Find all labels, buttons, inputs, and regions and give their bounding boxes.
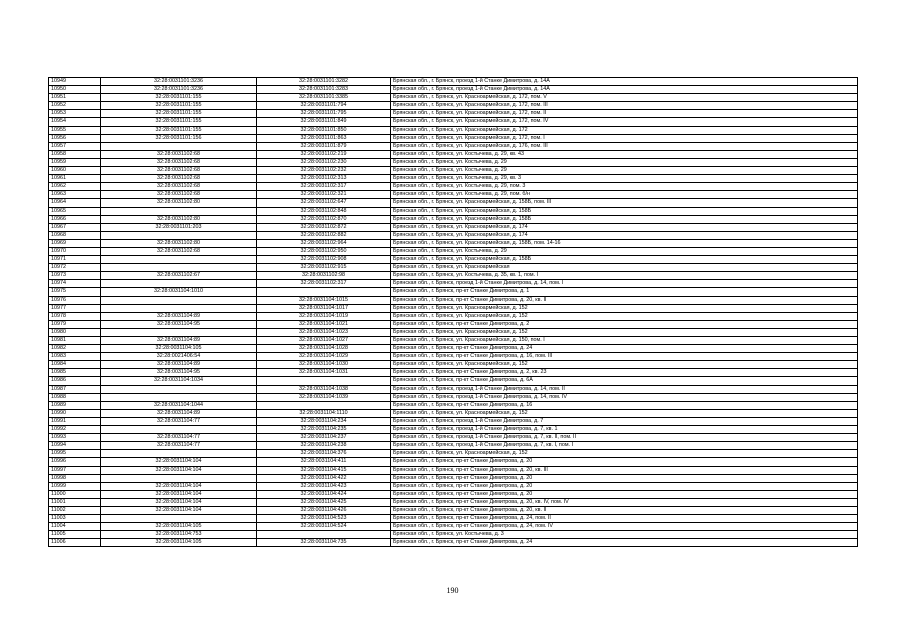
row-number-cell: 10968 — [49, 231, 101, 239]
land-plot-cadastral-cell: 32:28:0031104:77 — [101, 442, 257, 450]
table-row — [49, 353, 858, 361]
row-number-cell: 10997 — [49, 466, 101, 474]
table-row — [49, 280, 858, 288]
object-cadastral-cell: 32:28:0031104:1110 — [257, 409, 391, 417]
row-number-cell: 10982 — [49, 345, 101, 353]
object-cadastral-cell: 32:28:0031104:1021 — [257, 320, 391, 328]
row-number-cell: 10964 — [49, 199, 101, 207]
address-cell: Брянская обл., г. Брянск, пр-кт Станке Димитрова, д. 20, кв. III — [391, 466, 858, 474]
table-row — [49, 320, 858, 328]
land-plot-cadastral-cell — [101, 450, 257, 458]
address-cell: Брянская обл., г. Брянск, проезд 1-й Станке Димитрова, д. 14, пом. II — [391, 385, 858, 393]
table-row — [49, 377, 858, 385]
row-number-cell: 10978 — [49, 312, 101, 320]
address-cell: Брянская обл., г. Брянск, ул. Костычева, д. 29 — [391, 247, 858, 255]
land-plot-cadastral-cell: 32:28:0031102:67 — [101, 272, 257, 280]
table-row — [49, 337, 858, 345]
land-plot-cadastral-cell: 32:28:0031101:203 — [101, 223, 257, 231]
address-cell: Брянская обл., г. Брянск, ул. Красноармейская, д. 172, пом. IV — [391, 118, 858, 126]
row-number-cell: 10954 — [49, 118, 101, 126]
object-cadastral-cell: 32:28:0031104:1023 — [257, 328, 391, 336]
row-number-cell: 10965 — [49, 207, 101, 215]
table-row — [49, 490, 858, 498]
land-plot-cadastral-cell: 32:28:0031104:1034 — [101, 377, 257, 385]
address-cell: Брянская обл., г. Брянск, ул. Красноармейская, д. 158Б — [391, 207, 858, 215]
object-cadastral-cell: 32:28:0031102:317 — [257, 183, 391, 191]
row-number-cell: 11003 — [49, 515, 101, 523]
table-row — [49, 312, 858, 320]
object-cadastral-cell: 32:28:0031101:794 — [257, 102, 391, 110]
land-plot-cadastral-cell: 32:28:0031102:68 — [101, 175, 257, 183]
land-plot-cadastral-cell: 32:28:0031102:68 — [101, 150, 257, 158]
row-number-cell: 10957 — [49, 142, 101, 150]
object-cadastral-cell: 32:28:0031104:234 — [257, 417, 391, 425]
row-number-cell: 10969 — [49, 239, 101, 247]
row-number-cell: 11004 — [49, 523, 101, 531]
table-row — [49, 150, 858, 158]
address-cell: Брянская обл., г. Брянск, ул. Красноармейская, д. 174 — [391, 231, 858, 239]
address-cell: Брянская обл., г. Брянск, пр-кт Станке Димитрова, д. 20 — [391, 458, 858, 466]
table-row — [49, 442, 858, 450]
land-plot-cadastral-cell — [101, 207, 257, 215]
row-number-cell: 10977 — [49, 304, 101, 312]
table-row — [49, 102, 858, 110]
table-row — [49, 94, 858, 102]
row-number-cell: 10991 — [49, 417, 101, 425]
object-cadastral-cell: 32:28:0031104:423 — [257, 482, 391, 490]
object-cadastral-cell: 32:28:0031102:870 — [257, 215, 391, 223]
land-plot-cadastral-cell: 32:28:0031101:155 — [101, 110, 257, 118]
table-row — [49, 328, 858, 336]
object-cadastral-cell: 32:28:0031102:915 — [257, 264, 391, 272]
address-cell: Брянская обл., г. Брянск, пр-кт Станке Димитрова, д. 24 — [391, 345, 858, 353]
object-cadastral-cell: 32:28:0031101:850 — [257, 126, 391, 134]
row-number-cell: 10995 — [49, 450, 101, 458]
land-plot-cadastral-cell: 32:28:0031104:104 — [101, 482, 257, 490]
table-row — [49, 175, 858, 183]
land-plot-cadastral-cell — [101, 280, 257, 288]
object-cadastral-cell: 32:28:0031102:872 — [257, 223, 391, 231]
row-number-cell: 10976 — [49, 296, 101, 304]
object-cadastral-cell: 32:28:0031104:524 — [257, 523, 391, 531]
row-number-cell: 10980 — [49, 328, 101, 336]
table-row — [49, 304, 858, 312]
address-cell: Брянская обл., г. Брянск, ул. Красноармейская, д. 152 — [391, 450, 858, 458]
object-cadastral-cell: 32:28:0031102:230 — [257, 158, 391, 166]
cadastral-table — [48, 77, 858, 547]
object-cadastral-cell: 32:28:0031104:238 — [257, 442, 391, 450]
land-plot-cadastral-cell — [101, 304, 257, 312]
table-row — [49, 515, 858, 523]
land-plot-cadastral-cell: 32:28:0031101:3236 — [101, 78, 257, 86]
land-plot-cadastral-cell: 32:28:0031104:104 — [101, 466, 257, 474]
land-plot-cadastral-cell: 32:28:0031104:89 — [101, 337, 257, 345]
object-cadastral-cell: 32:28:0031102:647 — [257, 199, 391, 207]
address-cell: Брянская обл., г. Брянск, проезд 1-й Станке Димитрова, д. 14, пом. I — [391, 280, 858, 288]
row-number-cell: 10966 — [49, 215, 101, 223]
object-cadastral-cell: 32:28:0031104:1015 — [257, 296, 391, 304]
land-plot-cadastral-cell: 32:28:0031102:68 — [101, 191, 257, 199]
land-plot-cadastral-cell — [101, 142, 257, 150]
address-cell: Брянская обл., г. Брянск, проезд 1-й Станке Димитрова, д. 14А — [391, 78, 858, 86]
land-plot-cadastral-cell: 32:28:0031101:155 — [101, 94, 257, 102]
row-number-cell: 10960 — [49, 167, 101, 175]
address-cell: Брянская обл., г. Брянск, ул. Костычева, д. 29, кв. 43 — [391, 150, 858, 158]
row-number-cell: 11000 — [49, 490, 101, 498]
land-plot-cadastral-cell: 32:28:0031104:89 — [101, 409, 257, 417]
row-number-cell: 10998 — [49, 474, 101, 482]
object-cadastral-cell: 32:28:0031104:523 — [257, 515, 391, 523]
address-cell: Брянская обл., г. Брянск, ул. Красноармейская, д. 158Б, пом. 14-16 — [391, 239, 858, 247]
address-cell: Брянская обл., г. Брянск, ул. Красноармейская, д. 158Б — [391, 215, 858, 223]
land-plot-cadastral-cell — [101, 328, 257, 336]
object-cadastral-cell: 32:28:0031104:735 — [257, 539, 391, 547]
land-plot-cadastral-cell: 32:28:0031104:77 — [101, 417, 257, 425]
object-cadastral-cell: 32:28:0031104:424 — [257, 490, 391, 498]
address-cell: Брянская обл., г. Брянск, ул. Красноармейская, д. 176, пом. III — [391, 142, 858, 150]
address-cell: Брянская обл., г. Брянск, пр-кт Станке Димитрова, д. 24, пом. II — [391, 515, 858, 523]
row-number-cell: 10999 — [49, 482, 101, 490]
object-cadastral-cell: 32:28:0031104:1039 — [257, 393, 391, 401]
address-cell: Брянская обл., г. Брянск, ул. Красноармейская, д. 158Б — [391, 256, 858, 264]
object-cadastral-cell: 32:28:0031104:235 — [257, 426, 391, 434]
address-cell: Брянская обл., г. Брянск, ул. Красноармейская, д. 174 — [391, 223, 858, 231]
object-cadastral-cell: 32:28:0031104:237 — [257, 434, 391, 442]
object-cadastral-cell: 32:28:0031104:1019 — [257, 312, 391, 320]
object-cadastral-cell: 32:28:0031102:313 — [257, 175, 391, 183]
table-row — [49, 134, 858, 142]
object-cadastral-cell: 32:28:0031101:3385 — [257, 94, 391, 102]
address-cell: Брянская обл., г. Брянск, пр-кт Станке Димитрова, д. 2 — [391, 320, 858, 328]
object-cadastral-cell: 32:28:0031104:1027 — [257, 337, 391, 345]
row-number-cell: 10993 — [49, 434, 101, 442]
object-cadastral-cell: 32:28:0031104:1038 — [257, 385, 391, 393]
land-plot-cadastral-cell: 32:28:0031102:80 — [101, 199, 257, 207]
cadastral-table-body — [49, 78, 858, 547]
table-row — [49, 474, 858, 482]
object-cadastral-cell — [257, 377, 391, 385]
land-plot-cadastral-cell — [101, 231, 257, 239]
table-row — [49, 531, 858, 539]
table-row — [49, 272, 858, 280]
address-cell: Брянская обл., г. Брянск, пр-кт Станке Димитрова, д. 20 — [391, 482, 858, 490]
table-row — [49, 264, 858, 272]
object-cadastral-cell: 32:28:0031102:908 — [257, 256, 391, 264]
row-number-cell: 10984 — [49, 361, 101, 369]
table-row — [49, 506, 858, 514]
table-row — [49, 183, 858, 191]
table-row — [49, 110, 858, 118]
row-number-cell: 10953 — [49, 110, 101, 118]
table-row — [49, 78, 858, 86]
land-plot-cadastral-cell — [101, 474, 257, 482]
address-cell: Брянская обл., г. Брянск, ул. Костычева, д. 29, пом. б/н — [391, 191, 858, 199]
object-cadastral-cell: 32:28:0031104:425 — [257, 498, 391, 506]
address-cell: Брянская обл., г. Брянск, ул. Костычева, д. 29, кв. 3 — [391, 175, 858, 183]
land-plot-cadastral-cell: 32:28:0031104:105 — [101, 345, 257, 353]
table-row — [49, 369, 858, 377]
address-cell: Брянская обл., г. Брянск, ул. Костычева, д. 29, пом. 3 — [391, 183, 858, 191]
table-row — [49, 450, 858, 458]
address-cell: Брянская обл., г. Брянск, пр-кт Станке Димитрова, д. 20, кв. IV, пом. IV — [391, 498, 858, 506]
table-row — [49, 401, 858, 409]
table-row — [49, 434, 858, 442]
land-plot-cadastral-cell — [101, 296, 257, 304]
table-row — [49, 458, 858, 466]
address-cell: Брянская обл., г. Брянск, пр-кт Станке Димитрова, д. 1 — [391, 288, 858, 296]
address-cell: Брянская обл., г. Брянск, ул. Красноармейская, д. 150, пом. I — [391, 337, 858, 345]
row-number-cell: 10975 — [49, 288, 101, 296]
table-row — [49, 345, 858, 353]
address-cell: Брянская обл., г. Брянск, пр-кт Станке Димитрова, д. 24 — [391, 539, 858, 547]
land-plot-cadastral-cell — [101, 515, 257, 523]
address-cell: Брянская обл., г. Брянск, ул. Красноармейская, д. 172, пом. V — [391, 94, 858, 102]
address-cell: Брянская обл., г. Брянск, ул. Красноармейская, д. 152 — [391, 304, 858, 312]
row-number-cell: 10990 — [49, 409, 101, 417]
object-cadastral-cell: 32:28:0031102:848 — [257, 207, 391, 215]
row-number-cell: 10988 — [49, 393, 101, 401]
address-cell: Брянская обл., г. Брянск, пр-кт Станке Димитрова, д. 20 — [391, 474, 858, 482]
row-number-cell: 10971 — [49, 256, 101, 264]
land-plot-cadastral-cell — [101, 256, 257, 264]
table-row — [49, 296, 858, 304]
address-cell: Брянская обл., г. Брянск, проезд 1-й Станке Димитрова, д. 14А — [391, 86, 858, 94]
address-cell: Брянская обл., г. Брянск, ул. Красноармейская, д. 152 — [391, 409, 858, 417]
row-number-cell: 10985 — [49, 369, 101, 377]
object-cadastral-cell: 32:28:0031104:1030 — [257, 361, 391, 369]
table-row — [49, 523, 858, 531]
land-plot-cadastral-cell: 32:28:0031101:155 — [101, 102, 257, 110]
address-cell: Брянская обл., г. Брянск, пр-кт Станке Димитрова, д. 20, кв. II — [391, 296, 858, 304]
table-row — [49, 539, 858, 547]
address-cell: Брянская обл., г. Брянск, пр-кт Станке Димитрова, д. 20, кв. II — [391, 506, 858, 514]
object-cadastral-cell: 32:28:0031101:795 — [257, 110, 391, 118]
object-cadastral-cell: 32:28:0031102:950 — [257, 247, 391, 255]
row-number-cell: 10967 — [49, 223, 101, 231]
object-cadastral-cell: 32:28:0031102:882 — [257, 231, 391, 239]
row-number-cell: 11006 — [49, 539, 101, 547]
row-number-cell: 10983 — [49, 353, 101, 361]
address-cell: Брянская обл., г. Брянск, ул. Красноармейская, д. 152 — [391, 312, 858, 320]
table-row — [49, 361, 858, 369]
row-number-cell: 10955 — [49, 126, 101, 134]
row-number-cell: 10973 — [49, 272, 101, 280]
land-plot-cadastral-cell: 32:28:0031104:104 — [101, 490, 257, 498]
land-plot-cadastral-cell: 32:28:0031104:104 — [101, 506, 257, 514]
land-plot-cadastral-cell: 32:28:0021406:54 — [101, 353, 257, 361]
table-row — [49, 199, 858, 207]
table-row — [49, 207, 858, 215]
land-plot-cadastral-cell: 32:28:0031104:753 — [101, 531, 257, 539]
table-row — [49, 247, 858, 255]
object-cadastral-cell: 32:28:0031102:232 — [257, 167, 391, 175]
object-cadastral-cell: 32:28:0031101:879 — [257, 142, 391, 150]
row-number-cell: 10951 — [49, 94, 101, 102]
land-plot-cadastral-cell: 32:28:0031102:68 — [101, 158, 257, 166]
land-plot-cadastral-cell: 32:28:0031101:155 — [101, 126, 257, 134]
address-cell: Брянская обл., г. Брянск, ул. Красноармейская, д. 152 — [391, 361, 858, 369]
table-row — [49, 86, 858, 94]
land-plot-cadastral-cell: 32:28:0031101:3236 — [101, 86, 257, 94]
page-number: 190 — [446, 586, 459, 595]
object-cadastral-cell: 32:28:0031101:3283 — [257, 86, 391, 94]
row-number-cell: 10961 — [49, 175, 101, 183]
object-cadastral-cell: 32:28:0031104:415 — [257, 466, 391, 474]
row-number-cell: 10996 — [49, 458, 101, 466]
land-plot-cadastral-cell: 32:28:0031101:155 — [101, 118, 257, 126]
object-cadastral-cell: 32:28:0031102:98 — [257, 272, 391, 280]
table-row — [49, 142, 858, 150]
address-cell: Брянская обл., г. Брянск, ул. Красноармейская, д. 172 — [391, 126, 858, 134]
land-plot-cadastral-cell: 32:28:0031104:104 — [101, 498, 257, 506]
address-cell: Брянская обл., г. Брянск, проезд 1-й Станке Димитрова, д. 7, кв. I, пом. I — [391, 442, 858, 450]
table-row — [49, 466, 858, 474]
land-plot-cadastral-cell — [101, 264, 257, 272]
row-number-cell: 10981 — [49, 337, 101, 345]
object-cadastral-cell: 32:28:0031104:422 — [257, 474, 391, 482]
address-cell: Брянская обл., г. Брянск, ул. Костычева, д. 29 — [391, 158, 858, 166]
address-cell: Брянская обл., г. Брянск, ул. Костычева, д. 3 — [391, 531, 858, 539]
row-number-cell: 10950 — [49, 86, 101, 94]
object-cadastral-cell — [257, 288, 391, 296]
table-row — [49, 158, 858, 166]
row-number-cell: 10987 — [49, 385, 101, 393]
address-cell: Брянская обл., г. Брянск, пр-кт Станке Димитрова, д. 16, пом. III — [391, 353, 858, 361]
object-cadastral-cell: 32:28:0031104:1017 — [257, 304, 391, 312]
address-cell: Брянская обл., г. Брянск, пр-кт Станке Димитрова, д. 2, кв. 23 — [391, 369, 858, 377]
table-row — [49, 231, 858, 239]
table-row — [49, 256, 858, 264]
table-row — [49, 288, 858, 296]
address-cell: Брянская обл., г. Брянск, ул. Костычева, д. 35, кв. 1, пом. I — [391, 272, 858, 280]
land-plot-cadastral-cell: 32:28:0031104:1010 — [101, 288, 257, 296]
table-row — [49, 426, 858, 434]
land-plot-cadastral-cell: 32:28:0031104:95 — [101, 320, 257, 328]
row-number-cell: 10989 — [49, 401, 101, 409]
land-plot-cadastral-cell: 32:28:0031104:89 — [101, 361, 257, 369]
table-row — [49, 191, 858, 199]
land-plot-cadastral-cell: 32:28:0031104:104 — [101, 458, 257, 466]
land-plot-cadastral-cell — [101, 393, 257, 401]
object-cadastral-cell: 32:28:0031104:376 — [257, 450, 391, 458]
table-row — [49, 385, 858, 393]
address-cell: Брянская обл., г. Брянск, ул. Красноармейская, д. 158Б, пом. III — [391, 199, 858, 207]
land-plot-cadastral-cell: 32:28:0031104:77 — [101, 434, 257, 442]
object-cadastral-cell: 32:28:0031102:321 — [257, 191, 391, 199]
table-row — [49, 498, 858, 506]
row-number-cell: 10958 — [49, 150, 101, 158]
land-plot-cadastral-cell: 32:28:0031102:80 — [101, 215, 257, 223]
address-cell: Брянская обл., г. Брянск, ул. Красноармейская, д. 172, пом. II — [391, 110, 858, 118]
table-row — [49, 223, 858, 231]
land-plot-cadastral-cell: 32:28:0031104:1044 — [101, 401, 257, 409]
object-cadastral-cell: 32:28:0031101:849 — [257, 118, 391, 126]
row-number-cell: 10963 — [49, 191, 101, 199]
table-row — [49, 393, 858, 401]
land-plot-cadastral-cell: 32:28:0031102:80 — [101, 239, 257, 247]
table-row — [49, 482, 858, 490]
address-cell: Брянская обл., г. Брянск, ул. Красноармейская, д. 152 — [391, 328, 858, 336]
address-cell: Брянская обл., г. Брянск, проезд 1-й Станке Димитрова, д. 7, кв. II, пом. II — [391, 434, 858, 442]
address-cell: Брянская обл., г. Брянск, ул. Красноармейская — [391, 264, 858, 272]
row-number-cell: 10974 — [49, 280, 101, 288]
address-cell: Брянская обл., г. Брянск, проезд 1-й Станке Димитрова, д. 14, пом. IV — [391, 393, 858, 401]
address-cell: Брянская обл., г. Брянск, пр-кт Станке Димитрова, д. 20 — [391, 490, 858, 498]
object-cadastral-cell: 32:28:0031101:863 — [257, 134, 391, 142]
land-plot-cadastral-cell: 32:28:0031104:95 — [101, 369, 257, 377]
address-cell: Брянская обл., г. Брянск, ул. Костычева, д. 29 — [391, 167, 858, 175]
land-plot-cadastral-cell: 32:28:0031104:89 — [101, 312, 257, 320]
row-number-cell: 10952 — [49, 102, 101, 110]
row-number-cell: 10994 — [49, 442, 101, 450]
object-cadastral-cell: 32:28:0031101:3282 — [257, 78, 391, 86]
land-plot-cadastral-cell: 32:28:0031104:105 — [101, 523, 257, 531]
address-cell: Брянская обл., г. Брянск, пр-кт Станке Димитрова, д. 24, пом. IV — [391, 523, 858, 531]
table-row — [49, 215, 858, 223]
table-row — [49, 409, 858, 417]
row-number-cell: 10972 — [49, 264, 101, 272]
object-cadastral-cell: 32:28:0031104:426 — [257, 506, 391, 514]
table-row — [49, 167, 858, 175]
address-cell: Брянская обл., г. Брянск, пр-кт Станке Димитрова, д. 6А — [391, 377, 858, 385]
land-plot-cadastral-cell: 32:28:0031102:68 — [101, 167, 257, 175]
row-number-cell: 10956 — [49, 134, 101, 142]
row-number-cell: 11001 — [49, 498, 101, 506]
object-cadastral-cell: 32:28:0031104:1031 — [257, 369, 391, 377]
row-number-cell: 11005 — [49, 531, 101, 539]
land-plot-cadastral-cell: 32:28:0031101:156 — [101, 134, 257, 142]
row-number-cell: 10992 — [49, 426, 101, 434]
land-plot-cadastral-cell: 32:28:0031104:105 — [101, 539, 257, 547]
land-plot-cadastral-cell: 32:28:0031102:68 — [101, 247, 257, 255]
row-number-cell: 10986 — [49, 377, 101, 385]
row-number-cell: 10949 — [49, 78, 101, 86]
table-row — [49, 126, 858, 134]
address-cell: Брянская обл., г. Брянск, проезд 1-й Станке Димитрова, д. 7, кв. 1 — [391, 426, 858, 434]
row-number-cell: 10959 — [49, 158, 101, 166]
object-cadastral-cell — [257, 401, 391, 409]
object-cadastral-cell: 32:28:0031104:411 — [257, 458, 391, 466]
land-plot-cadastral-cell — [101, 385, 257, 393]
object-cadastral-cell: 32:28:0031102:964 — [257, 239, 391, 247]
object-cadastral-cell: 32:28:0031104:1028 — [257, 345, 391, 353]
address-cell: Брянская обл., г. Брянск, проезд 1-й Станке Димитрова, д. 7 — [391, 417, 858, 425]
object-cadastral-cell: 32:28:0031104:1029 — [257, 353, 391, 361]
table-row — [49, 239, 858, 247]
object-cadastral-cell — [257, 531, 391, 539]
table-row — [49, 118, 858, 126]
row-number-cell: 10962 — [49, 183, 101, 191]
row-number-cell: 10979 — [49, 320, 101, 328]
object-cadastral-cell: 32:28:0031102:219 — [257, 150, 391, 158]
row-number-cell: 10970 — [49, 247, 101, 255]
address-cell: Брянская обл., г. Брянск, ул. Красноармейская, д. 172, пом. III — [391, 102, 858, 110]
address-cell: Брянская обл., г. Брянск, ул. Красноармейская, д. 172, пом. I — [391, 134, 858, 142]
address-cell: Брянская обл., г. Брянск, пр-кт Станке Димитрова, д. 16 — [391, 401, 858, 409]
land-plot-cadastral-cell: 32:28:0031102:68 — [101, 183, 257, 191]
land-plot-cadastral-cell — [101, 426, 257, 434]
object-cadastral-cell: 32:28:0031102:317 — [257, 280, 391, 288]
table-row — [49, 417, 858, 425]
row-number-cell: 11002 — [49, 506, 101, 514]
